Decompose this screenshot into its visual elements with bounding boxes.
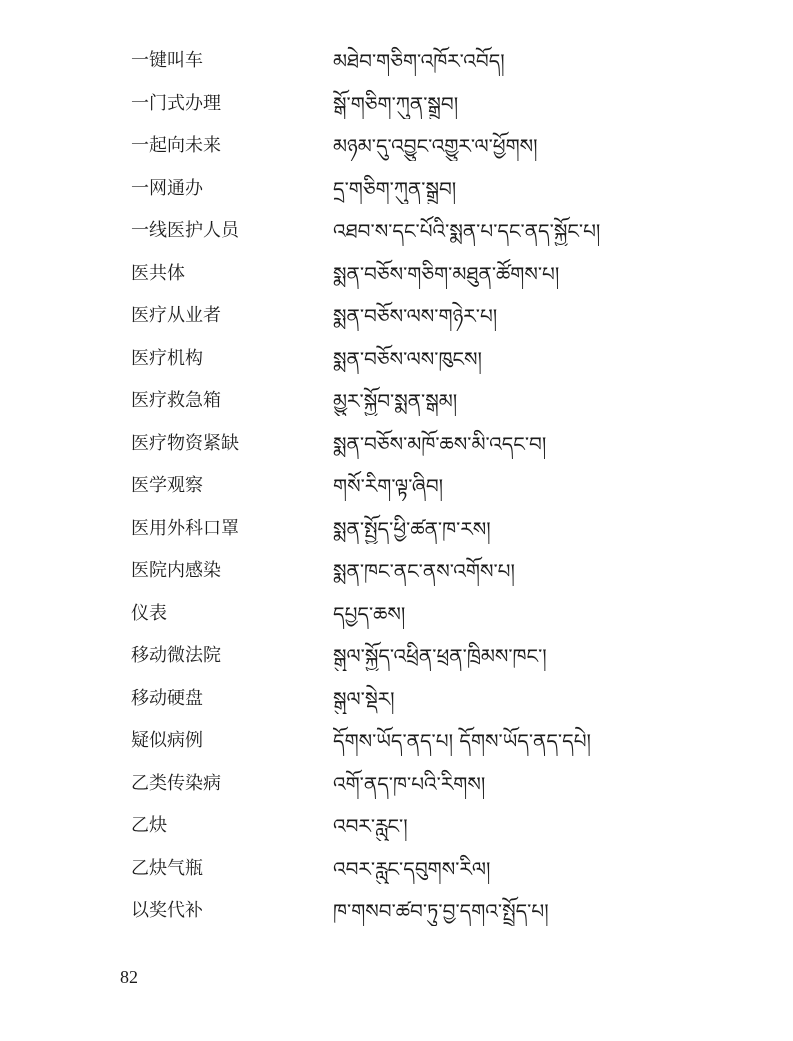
chinese-term: 一线医护人员 [131, 220, 239, 241]
chinese-term: 医共体 [131, 262, 185, 284]
glossary-entry [0, 508, 793, 551]
chinese-term: 一起向未来 [131, 135, 221, 156]
glossary-entry [0, 550, 793, 593]
glossary-entry [0, 210, 793, 253]
chinese-term: 移动硬盘 [131, 687, 203, 709]
chinese-term: 乙炔 [131, 815, 167, 836]
chinese-term: 仪表 [131, 602, 167, 624]
chinese-term: 以奖代补 [131, 900, 203, 921]
chinese-term: 一键叫车 [131, 50, 203, 71]
chinese-term: 医院内感染 [131, 560, 221, 581]
chinese-term: 医疗从业者 [131, 305, 221, 326]
tibetan-term: འགོ་ནད་ཁ་པའི་རིགས། [333, 771, 486, 796]
tibetan-term: འཐབ་ས་དང་པོའི་སྨན་པ་དང་ནད་སྐྱོང་པ། [333, 219, 601, 243]
chinese-term: 乙炔气瓶 [131, 857, 203, 879]
chinese-term: 疑似病例 [131, 730, 203, 751]
tibetan-term: སྨན་སྤྱོད་ཕྱི་ཚན་ཁ་རས། [333, 516, 491, 541]
glossary-entry [0, 635, 793, 678]
tibetan-term: སྒུལ་སྐྱོད་འཕྲིན་ཕྲན་ཁྲིམས་ཁང་། [333, 644, 547, 668]
chinese-term: 一网通办 [131, 177, 203, 199]
glossary-entry [0, 125, 793, 168]
tibetan-term: ཁ་གསབ་ཚབ་ཏུ་བྱ་དགའ་སྤྲོད་པ། [333, 899, 549, 923]
chinese-term: 移动微法院 [131, 645, 221, 666]
chinese-term: 一门式办理 [131, 92, 221, 114]
glossary-entry [0, 678, 793, 721]
chinese-term: 医疗机构 [131, 347, 203, 369]
glossary-entry [0, 83, 793, 126]
glossary-list [0, 40, 793, 933]
chinese-term: 医用外科口罩 [131, 517, 239, 539]
glossary-entry [0, 295, 793, 338]
tibetan-term: མཐེབ་གཅིག་འཁོར་འབོད། [333, 49, 505, 73]
glossary-entry [0, 40, 793, 83]
page-number: 82 [120, 967, 138, 987]
tibetan-term: དྲ་གཅིག་ཀུན་སྒྲུབ། [333, 176, 457, 201]
glossary-entry [0, 338, 793, 381]
tibetan-term: མྱུར་སྐྱོབ་སྨན་སྒམ། [333, 389, 458, 413]
tibetan-term: སྒོ་གཅིག་ཀུན་སྒྲུབ། [333, 91, 459, 116]
chinese-term: 医疗物资紧缺 [131, 432, 239, 454]
tibetan-term: མཉམ་དུ་འབྱུང་འགྱུར་ལ་ཕྱོགས། [333, 134, 538, 158]
glossary-entry [0, 805, 793, 848]
chinese-term: 乙类传染病 [131, 772, 221, 794]
tibetan-term: གསོ་རིག་ལྟ་ཞིབ། [333, 474, 444, 498]
tibetan-term: སྨན་བཅོས་ལས་ཁུངས། [333, 346, 482, 371]
glossary-entry [0, 423, 793, 466]
tibetan-term: སྨན་བཅོས་མཁོ་ཆས་མི་འདང་བ། [333, 431, 547, 456]
chinese-term: 医学观察 [131, 475, 203, 496]
glossary-entry [0, 593, 793, 636]
glossary-entry [0, 465, 793, 508]
tibetan-term: དཔྱད་ཆས། [333, 601, 406, 626]
tibetan-term: སྨན་བཅོས་ལས་གཉེར་པ། [333, 304, 498, 328]
tibetan-term: སྒུལ་སྡེར། [333, 686, 395, 711]
tibetan-term: འབར་རླུང་དབུགས་རིལ། [333, 856, 491, 881]
tibetan-term: དོགས་ཡོད་ནད་པ། དོགས་ཡོད་ནད་དཔེ། [333, 729, 591, 753]
tibetan-term: སྨན་བཅོས་གཅིག་མཐུན་ཚོགས་པ། [333, 261, 560, 286]
glossary-entry [0, 380, 793, 423]
glossary-entry [0, 253, 793, 296]
glossary-entry [0, 848, 793, 891]
glossary-entry [0, 168, 793, 211]
glossary-entry [0, 763, 793, 806]
tibetan-term: སྨན་ཁང་ནང་ནས་འགོས་པ། [333, 559, 515, 583]
tibetan-term: འབར་རླུང་། [333, 814, 408, 838]
chinese-term: 医疗救急箱 [131, 390, 221, 411]
glossary-entry [0, 890, 793, 933]
glossary-entry [0, 720, 793, 763]
